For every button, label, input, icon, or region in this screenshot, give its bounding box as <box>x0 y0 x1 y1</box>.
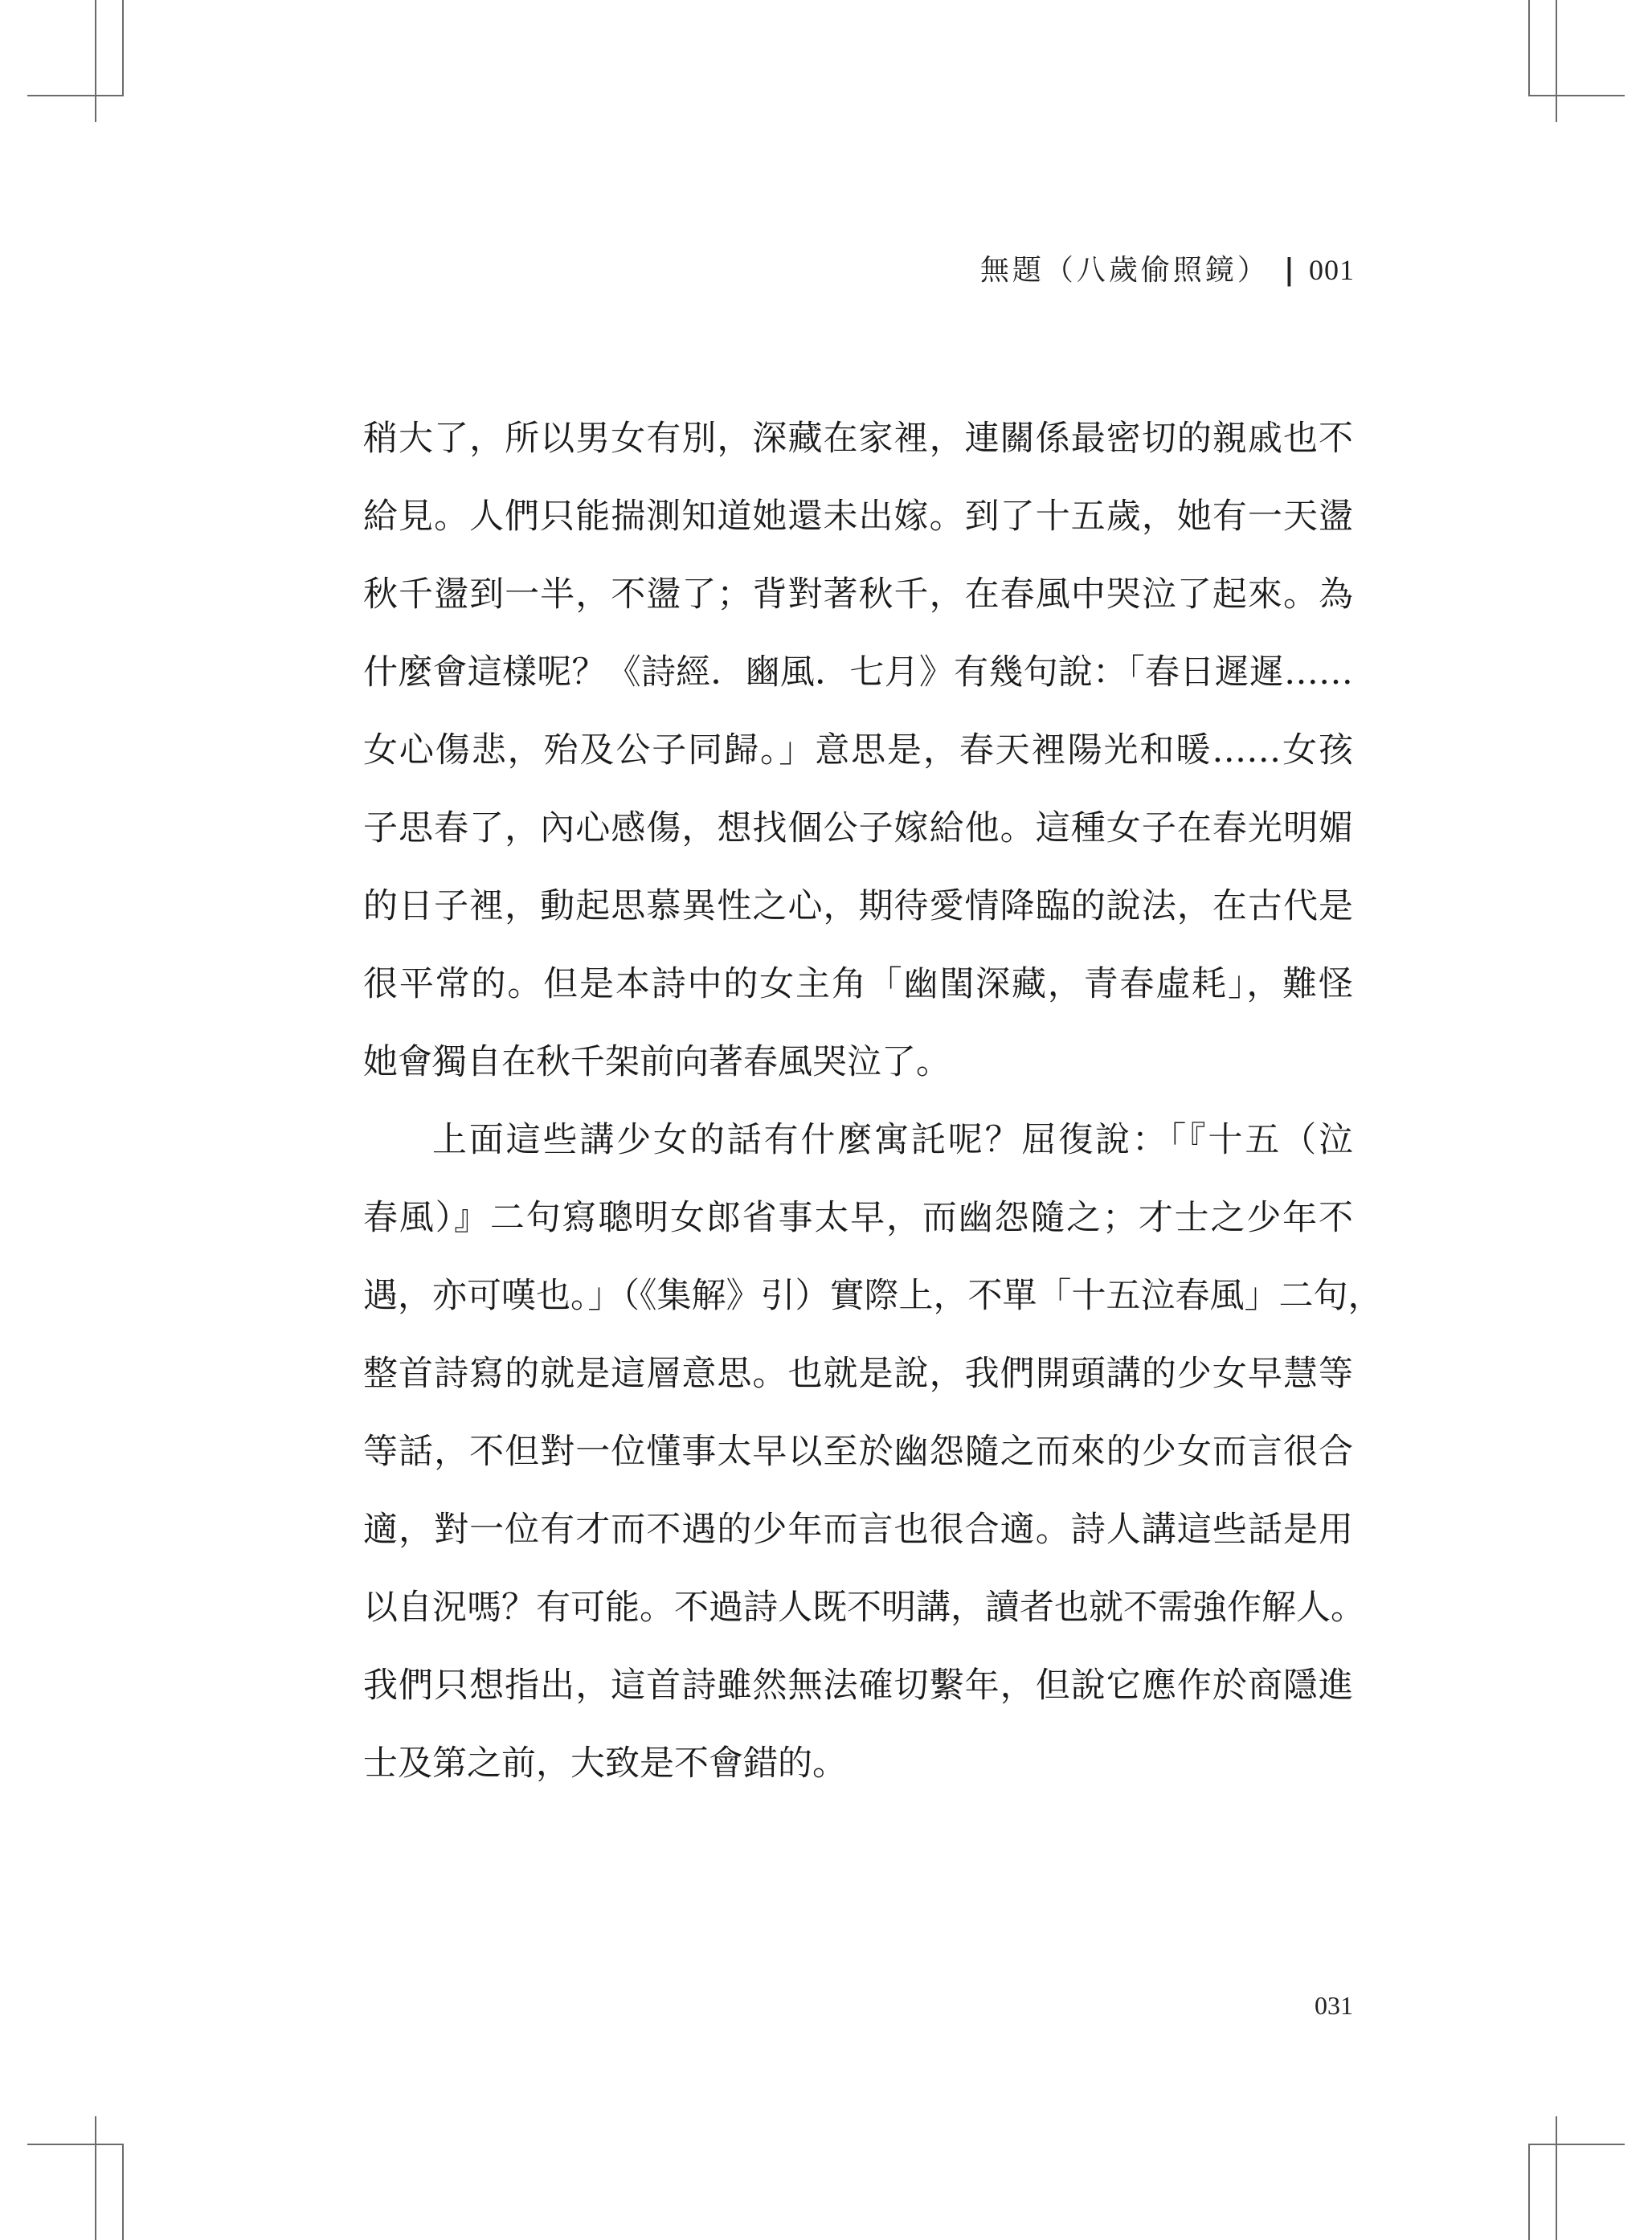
text-line: 的日子裡，動起思慕異性之心，期待愛情降臨的說法，在古代是 <box>363 886 1353 926</box>
running-head-separator: | <box>1283 253 1298 287</box>
crop-mark-top-right-vertical <box>1528 0 1530 95</box>
running-head-chapter-number: 001 <box>1309 254 1355 286</box>
text-line: 女心傷悲，殆及公子同歸。」意思是，春天裡陽光和暖……女孩 <box>363 730 1353 771</box>
crop-mark-top-right-vertical-inner <box>1556 0 1557 122</box>
text-line: 子思春了，內心感傷，想找個公子嫁給他。這種女子在春光明媚 <box>363 808 1353 848</box>
text-line: 等話，不但對一位懂事太早以至於幽怨隨之而來的少女而言很合 <box>363 1432 1353 1472</box>
text-line: 我們只想指出，這首詩雖然無法確切繫年，但說它應作於商隱進 <box>363 1666 1353 1706</box>
body-text <box>363 400 1383 1803</box>
text-line: 很平常的。但是本詩中的女主角「幽閨深藏，青春虛耗」，難怪 <box>363 964 1353 1004</box>
text-line: 春風）』二句寫聰明女郎省事太早，而幽怨隨之；才士之少年不 <box>363 1198 1353 1238</box>
page-number: 031 <box>1315 1991 1353 2020</box>
crop-mark-bottom-right-vertical-inner <box>1556 2116 1557 2240</box>
paragraph-1 <box>363 400 1353 1102</box>
text-line: 整首詩寫的就是這層意思。也就是說，我們開頭講的少女早慧等 <box>363 1354 1353 1394</box>
crop-mark-top-left-vertical-inner <box>122 0 124 95</box>
text-line: 什麼會這樣呢？《詩經．豳風．七月》有幾句說：「春日遲遲…… <box>363 652 1353 693</box>
crop-mark-bottom-left-vertical-inner <box>122 2144 124 2240</box>
text-line: 上面這些講少女的話有什麼寓託呢？屈復說：「『十五（泣 <box>432 1120 1353 1160</box>
text-line: 她會獨自在秋千架前向著春風哭泣了。 <box>363 1042 951 1082</box>
text-line: 給見。人們只能揣測知道她還未出嫁。到了十五歲，她有一天盪 <box>363 497 1353 537</box>
crop-mark-top-right-horizontal <box>1528 95 1625 96</box>
crop-mark-top-left-horizontal <box>27 95 124 96</box>
text-line: 秋千盪到一半，不盪了；背對著秋千，在春風中哭泣了起來。為 <box>363 574 1353 615</box>
text-line: 以自況嗎？有可能。不過詩人既不明講，讀者也就不需強作解人。 <box>363 1588 1365 1628</box>
text-line: 適，對一位有才而不遇的少年而言也很合適。詩人講這些話是用 <box>363 1510 1353 1550</box>
crop-mark-bottom-right-horizontal <box>1528 2144 1625 2145</box>
text-line: 士及第之前，大致是不會錯的。 <box>363 1743 847 1784</box>
running-head <box>980 247 1355 288</box>
crop-mark-bottom-left-horizontal <box>27 2144 124 2145</box>
crop-mark-bottom-right-vertical <box>1528 2144 1530 2240</box>
text-line: 稍大了，所以男女有別，深藏在家裡，連關係最密切的親戚也不 <box>363 419 1353 459</box>
running-head-title: 無題（八歲偷照鏡） <box>979 254 1270 287</box>
paragraph-2 <box>363 1102 1383 1803</box>
text-line: 遇，亦可嘆也。」（《集解》引）實際上，不單「十五泣春風」二句， <box>363 1276 1383 1316</box>
crop-mark-top-left-vertical <box>95 0 96 122</box>
crop-mark-bottom-left-vertical <box>95 2116 96 2240</box>
